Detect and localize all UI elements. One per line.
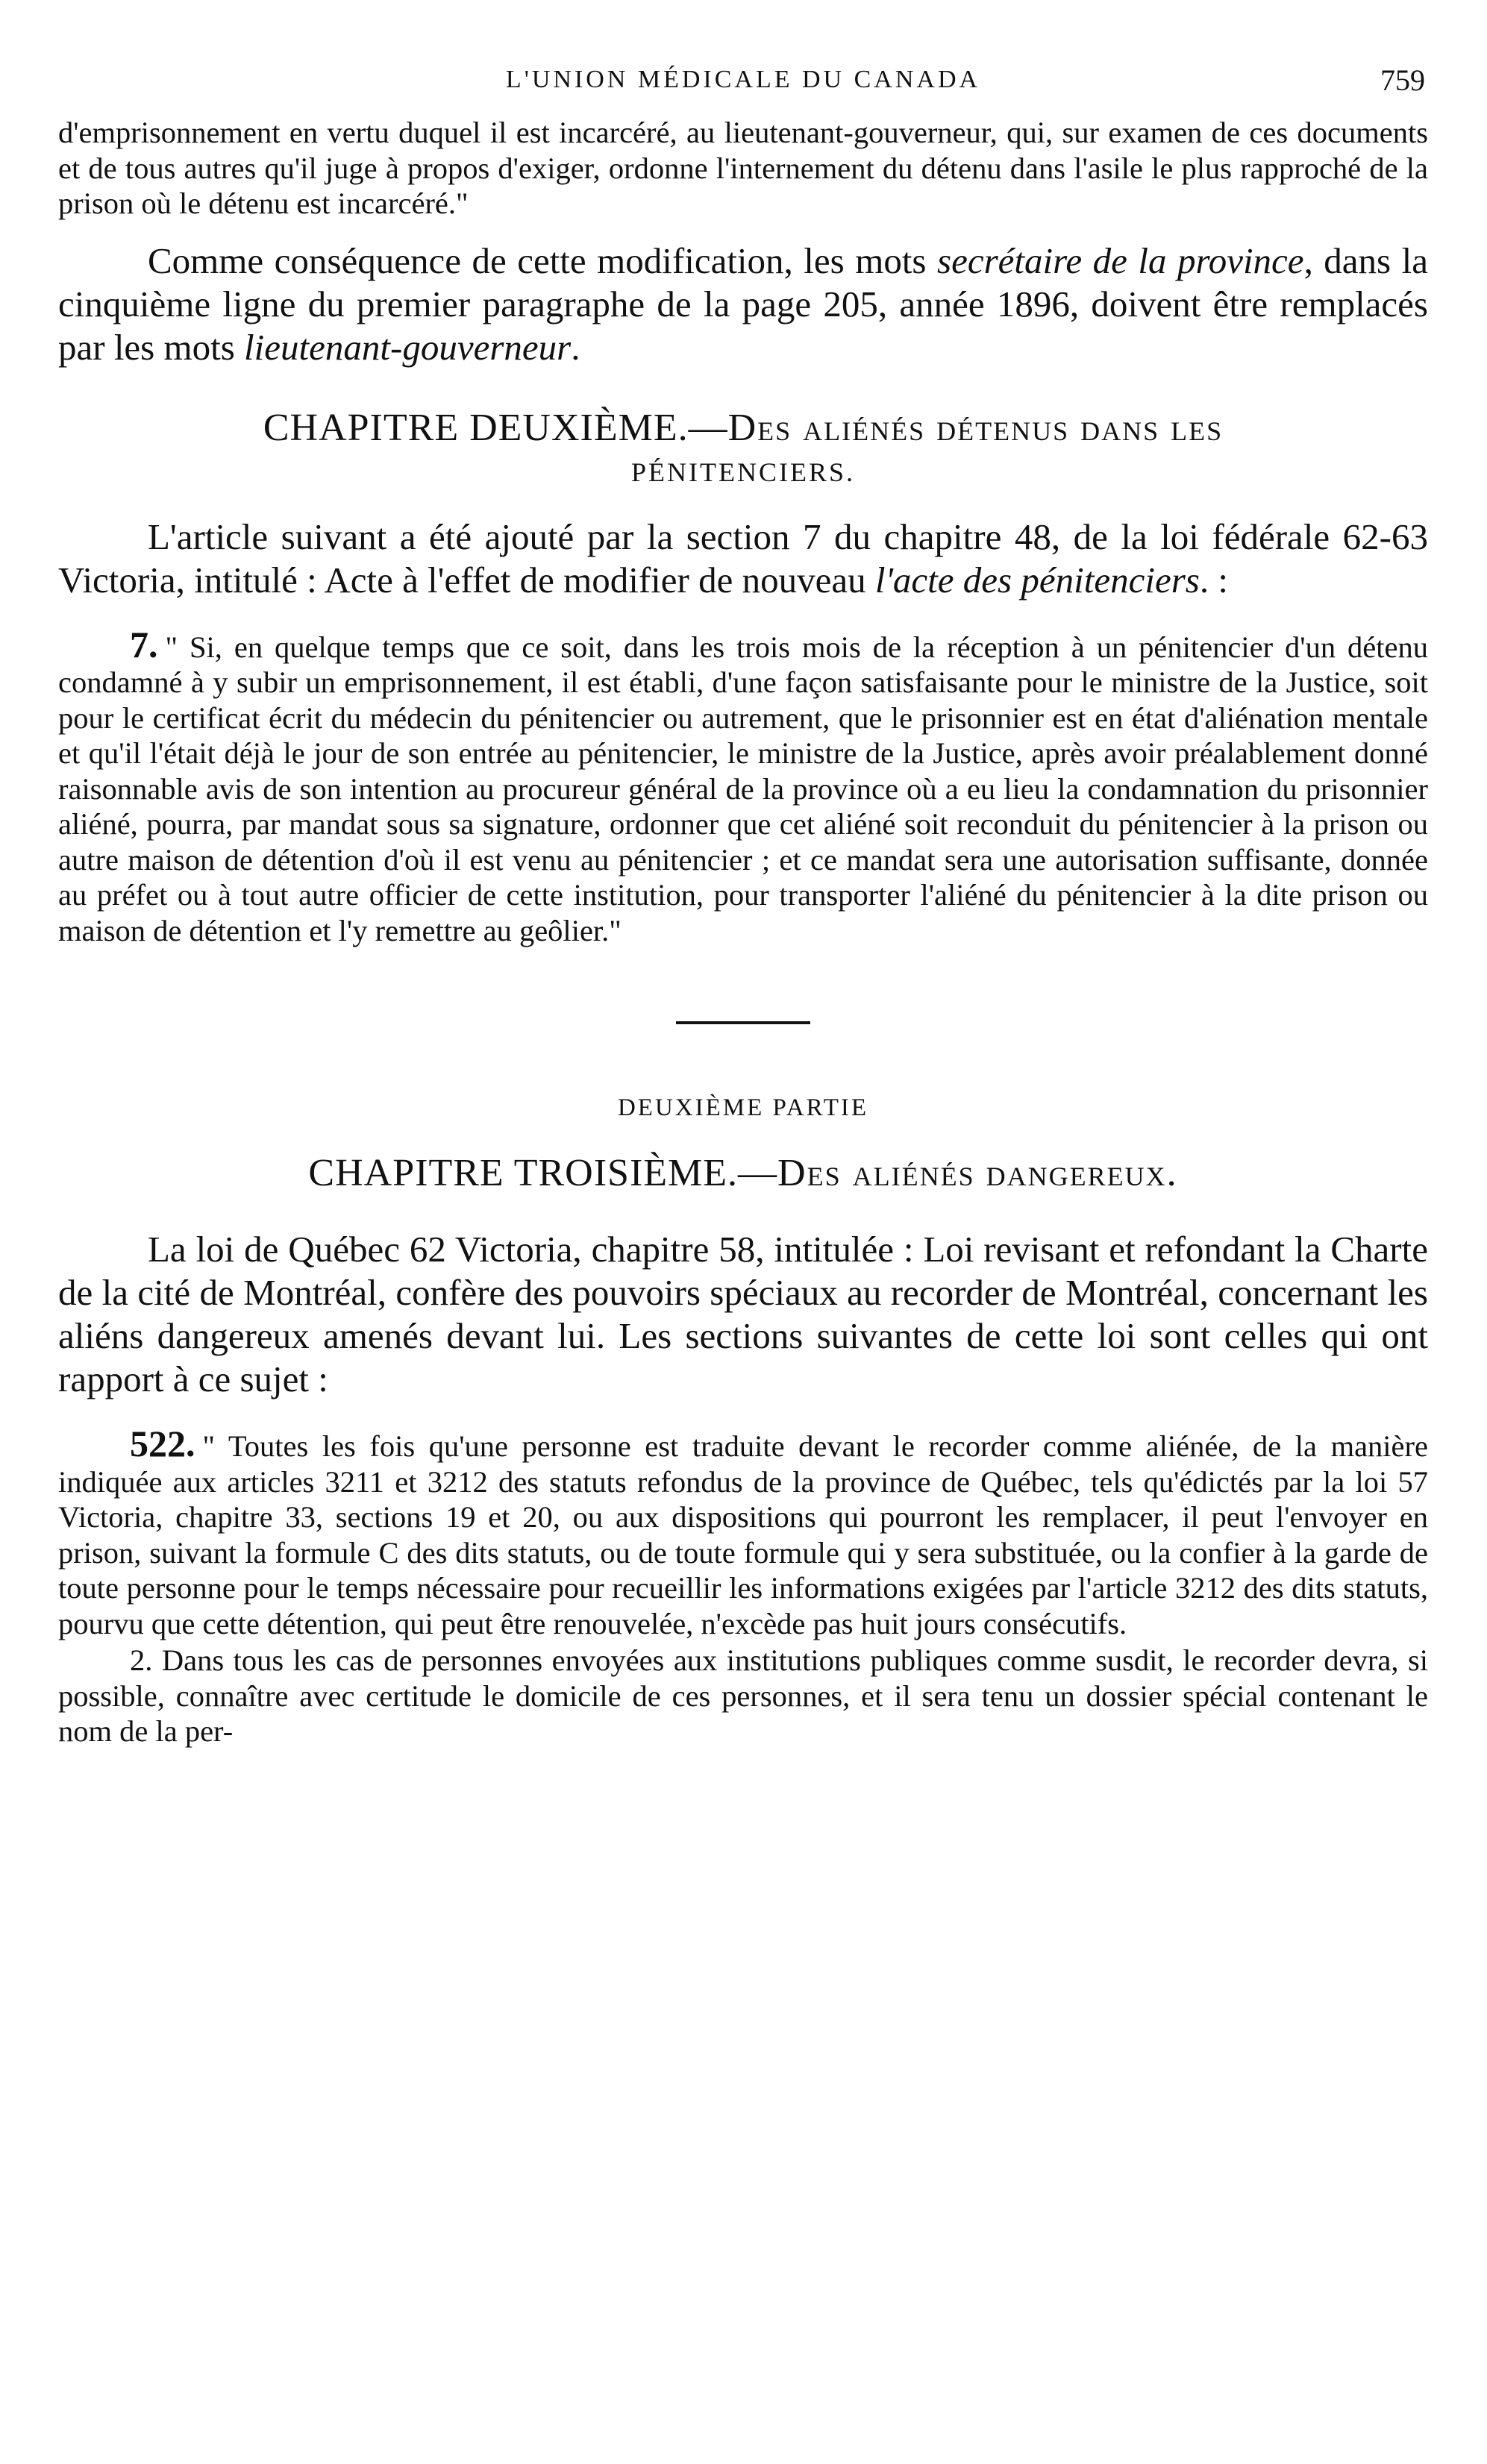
paragraph-article bbox=[58, 515, 1428, 602]
paragraph-text: Comme conséquence de cette modification, les mots bbox=[148, 239, 937, 281]
paragraph-continuation: d'emprisonnement en vertu duquel il est incarcéré, au lieutenant-gouverneur, qui, sur examen de ces documents et de tous autres qu'il juge à propos d'exiger, ordonne l'internement du détenu dans l'asile le plus rapproché de la prison où le détenu est incarcéré." bbox=[58, 116, 1428, 220]
section-7 bbox=[58, 623, 1428, 949]
section-number: 7. bbox=[130, 623, 158, 665]
section-text: " Si, en quelque temps que ce soit, dans les trois mois de la réception à un pénitencier d'un détenu condamné à y subir un emprisonnement, il est établi, d'une façon satisfaisante pour le ministre de la Justice, soit pour le certificat écrit du médecin du pénitencier ou autrement, que le prisonnier est en état d'aliénation mentale et qu'il l'était déjà le jour de son entrée au pénitencier, le ministre de la Justice, après avoir préalablement donné raisonnable avis de son intention au procureur général de la province où a eu lieu la condamnation du prisonnier aliéné, pourra, par mandat sous sa signature, ordonner que cet aliéné soit reconduit du pénitencier à la prison ou autre maison de détention d'où il est venu au pénitencier ; et ce mandat sera une autorisation suffisante, donnée au préfet ou à tout autre officier de cette institution, pour transporter l'aliéné du pénitencier à la dite prison ou maison de détention et l'y remettre au geôlier." bbox=[58, 630, 1428, 947]
emphasis-term: l'acte des pénitenciers bbox=[874, 559, 1200, 601]
section-522 bbox=[58, 1423, 1428, 1641]
paragraph-quebec-law: La loi de Québec 62 Victoria, chapitre 58, intitulée : Loi revisant et refondant la Charte de la cité de Montréal, confère des pouvoirs spéciaux au recorder de Montréal, concernant les aliéns dangereux amenés devant lui. Les sections suivantes de cette loi sont celles qui ont rapport à ce sujet : bbox=[58, 1229, 1428, 1399]
chapter-title bbox=[58, 405, 1428, 451]
chapter-title-sub: Des aliénés dangereux. bbox=[777, 1152, 1178, 1194]
chapter-heading-2 bbox=[58, 405, 1428, 490]
part-heading: DEUXIÈME PARTIE bbox=[617, 1094, 869, 1121]
page-number: 759 bbox=[1380, 63, 1425, 97]
chapter-heading-3 bbox=[58, 1150, 1428, 1197]
paragraph-text: . : bbox=[1199, 559, 1228, 601]
section-text: " Toutes les fois qu'une personne est traduite devant le recorder comme aliénée, de la manière indiquée aux articles 3211 et 3212 des statuts refondus de la province de Québec, tels qu'édictés par la loi 57 Victoria, chapitre 33, sections 19 et 20, ou aux dispositions qui pourront les remplacer, il peut l'envoyer en prison, suivant la formule C des dits statuts, ou de toute formule qui y sera substituée, ou la confier à la garde de toute personne pour le temps nécessaire pour recueillir les informations exigées par l'article 3212 des dits statuts, pourvu que cette détention, qui peut être renouvelée, n'excède pas huit jours consécutifs. bbox=[58, 1429, 1428, 1640]
running-title: L'UNION MÉDICALE DU CANADA bbox=[505, 66, 981, 93]
paragraph-text: L'article suivant a été ajouté par la section 7 du chapitre 48, de la loi fédérale 62-63 Victoria, intitulé : Acte à l'effet de modifier de nouveau bbox=[58, 515, 1428, 601]
chapter-title-main: CHAPITRE TROISIÈME.— bbox=[308, 1152, 778, 1194]
divider-rule bbox=[676, 1021, 810, 1024]
chapter-title-sub: Des aliénés détenus dans les bbox=[727, 406, 1224, 449]
section-522-subsection-2: 2. Dans tous les cas de personnes envoyées aux institutions publiques comme susdit, le recorder devra, si possible, connaître avec certitude le domicile de ces personnes, et il sera tenu un dossier spécial contenant le nom de la per- bbox=[58, 1643, 1428, 1748]
running-head bbox=[58, 45, 1428, 104]
document-page bbox=[58, 45, 1428, 1749]
paragraph-text: . bbox=[571, 326, 580, 368]
paragraph-modification bbox=[58, 239, 1428, 369]
emphasis-term: secrétaire de la province bbox=[937, 239, 1304, 281]
emphasis-term: lieutenant-gouverneur bbox=[244, 326, 572, 368]
paragraph-text: , dans la cinquième ligne du premier paragraphe de la page 205, année 1896, doivent être remplacés par les mots bbox=[58, 239, 1428, 368]
chapter-title-continuation: PÉNITENCIERS. bbox=[631, 457, 855, 487]
chapter-title-main: CHAPITRE DEUXIÈME.— bbox=[263, 406, 728, 449]
section-number: 522. bbox=[130, 1423, 195, 1464]
